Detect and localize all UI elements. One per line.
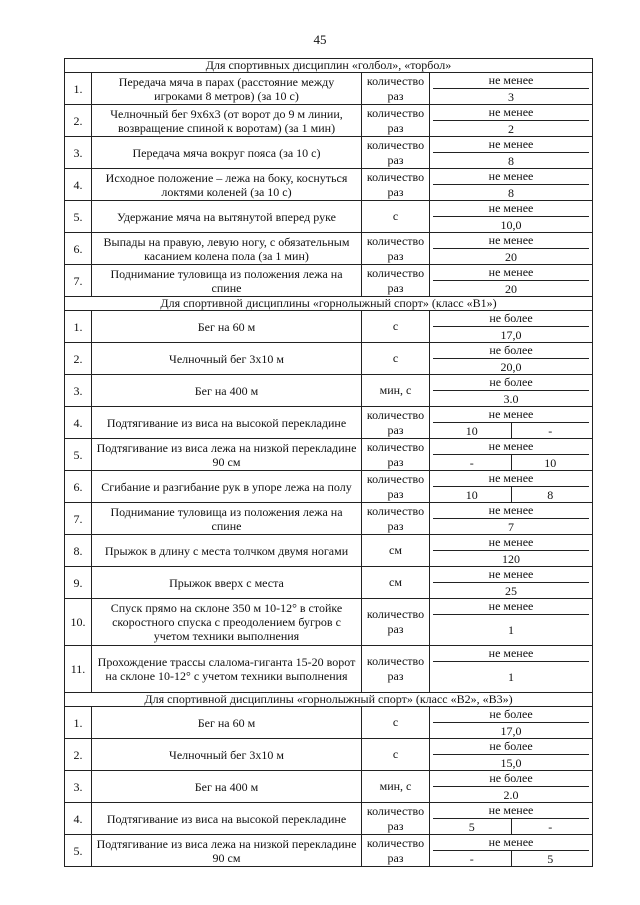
requirement-label: не менее — [433, 265, 589, 281]
table-row — [65, 73, 593, 105]
requirement-label: не менее — [433, 567, 589, 583]
exercise-name: Бег на 60 м — [92, 311, 362, 343]
table-row — [65, 646, 593, 693]
unit-text: раз — [387, 669, 404, 683]
unit-cell — [362, 105, 430, 137]
exercise-name: Прыжок вверх с места — [92, 567, 362, 599]
unit-cell — [362, 137, 430, 169]
unit-cell — [362, 343, 430, 375]
table-row — [65, 407, 593, 439]
requirement-label: не более — [433, 311, 589, 327]
table-row — [65, 707, 593, 739]
requirement-label: не менее — [433, 646, 589, 662]
table-row — [65, 803, 593, 835]
unit-cell — [362, 233, 430, 265]
section-title: Для спортивной дисциплины «горнолыжный спорт» (класс «В1») — [65, 297, 593, 311]
requirement-value: - — [548, 819, 553, 834]
requirement-label: не менее — [433, 201, 589, 217]
exercise-name: Прохождение трассы слалома-гиганта 15-20 ворот на склоне 10-12° с учетом техники выполнения — [92, 646, 362, 693]
requirement-label: не менее — [433, 137, 589, 153]
table-row — [65, 535, 593, 567]
unit-text: количество — [366, 607, 425, 621]
unit-text: количество — [366, 265, 425, 280]
requirement-label: не более — [433, 343, 589, 359]
requirement-cell — [430, 599, 593, 646]
unit-text: раз — [387, 184, 404, 199]
row-number: 5. — [65, 439, 92, 471]
exercise-name: Челночный бег 9х6х3 (от ворот до 9 м линии, возвращение спиной к воротам) (за 1 мин) — [92, 105, 362, 137]
requirement-label: не менее — [433, 407, 589, 423]
unit-text: раз — [387, 454, 404, 469]
row-number: 9. — [65, 567, 92, 599]
unit-text: раз — [387, 120, 404, 135]
unit-cell — [362, 646, 430, 693]
requirement-value: 15,0 — [500, 755, 522, 770]
section-header-row — [65, 59, 593, 73]
unit-text: мин, с — [379, 779, 412, 793]
requirement-cell — [430, 471, 593, 503]
table-row — [65, 201, 593, 233]
requirement-label: не более — [433, 739, 589, 755]
requirement-label: не менее — [433, 599, 589, 615]
unit-text: см — [389, 575, 402, 589]
requirement-value: 5 — [433, 819, 512, 834]
row-number: 1. — [65, 707, 92, 739]
requirement-cell — [430, 343, 593, 375]
requirement-cell — [430, 739, 593, 771]
requirement-label: не менее — [433, 803, 589, 819]
exercise-name: Передача мяча вокруг пояса (за 10 с) — [92, 137, 362, 169]
requirement-label: не более — [433, 707, 589, 723]
table-row — [65, 137, 593, 169]
row-number: 2. — [65, 739, 92, 771]
requirement-label: не более — [433, 375, 589, 391]
row-number: 5. — [65, 201, 92, 233]
row-number: 1. — [65, 73, 92, 105]
requirement-cell — [430, 73, 593, 105]
requirement-value: 3.0 — [503, 391, 519, 406]
requirement-value: 3 — [508, 89, 515, 104]
requirement-cell — [430, 503, 593, 535]
requirement-value: 20,0 — [500, 359, 522, 374]
unit-text: раз — [387, 622, 404, 636]
requirement-label: не менее — [433, 73, 589, 89]
requirement-label: не менее — [433, 439, 589, 455]
requirement-value: 25 — [505, 583, 518, 598]
unit-cell — [362, 471, 430, 503]
unit-cell — [362, 73, 430, 105]
requirement-value: 120 — [502, 551, 521, 566]
requirement-value: 8 — [547, 487, 554, 502]
requirement-value: 10,0 — [500, 217, 522, 232]
exercise-name: Спуск прямо на склоне 350 м 10-12° в стойке скоростного спуска с преодолением бугров с учетом техники выполнения — [92, 599, 362, 646]
requirement-label: не менее — [433, 471, 589, 487]
exercise-name: Подтягивание из виса лежа на низкой перекладине 90 см — [92, 835, 362, 867]
table-row — [65, 265, 593, 297]
requirement-cell — [430, 646, 593, 693]
unit-text: с — [392, 351, 399, 365]
row-number: 3. — [65, 375, 92, 407]
requirement-cell — [430, 535, 593, 567]
row-number: 11. — [65, 646, 92, 693]
row-number: 7. — [65, 503, 92, 535]
unit-cell — [362, 771, 430, 803]
exercise-name: Бег на 400 м — [92, 375, 362, 407]
unit-text: раз — [387, 850, 404, 865]
requirement-cell — [430, 201, 593, 233]
requirement-value: 20 — [505, 249, 518, 264]
unit-text: количество — [366, 835, 425, 850]
table-row — [65, 233, 593, 265]
unit-cell — [362, 407, 430, 439]
unit-text: раз — [387, 280, 404, 295]
requirement-label: не более — [433, 771, 589, 787]
row-number: 1. — [65, 311, 92, 343]
exercise-name: Выпады на правую, левую ногу, с обязательным касанием колена пола (за 1 мин) — [92, 233, 362, 265]
requirement-value: 10 — [433, 423, 512, 438]
exercise-name: Бег на 400 м — [92, 771, 362, 803]
exercise-name: Исходное положение – лежа на боку, коснуться локтями коленей (за 10 с) — [92, 169, 362, 201]
unit-cell — [362, 169, 430, 201]
section-header-row — [65, 693, 593, 707]
requirement-value: - — [433, 851, 512, 866]
row-number: 10. — [65, 599, 92, 646]
requirement-value: - — [548, 423, 553, 438]
requirement-value: - — [433, 455, 512, 470]
requirement-label: не менее — [433, 535, 589, 551]
requirement-value: 10 — [433, 487, 512, 502]
requirement-value: 2 — [508, 121, 515, 136]
unit-text: раз — [387, 248, 404, 263]
table-row — [65, 311, 593, 343]
unit-cell — [362, 739, 430, 771]
unit-cell — [362, 599, 430, 646]
unit-text: раз — [387, 152, 404, 167]
row-number: 6. — [65, 233, 92, 265]
unit-cell — [362, 311, 430, 343]
unit-text: количество — [366, 439, 425, 454]
row-number: 5. — [65, 835, 92, 867]
table-row — [65, 567, 593, 599]
table-row — [65, 835, 593, 867]
unit-text: с — [392, 209, 399, 223]
table-row — [65, 503, 593, 535]
requirement-cell — [430, 233, 593, 265]
row-number: 3. — [65, 137, 92, 169]
unit-cell — [362, 803, 430, 835]
requirement-value: 17,0 — [500, 327, 522, 342]
requirement-label: не менее — [433, 105, 589, 121]
unit-cell — [362, 503, 430, 535]
unit-text: с — [392, 319, 399, 333]
requirement-cell — [430, 771, 593, 803]
unit-text: с — [392, 747, 399, 761]
unit-text: количество — [366, 803, 425, 818]
unit-text: количество — [366, 503, 425, 518]
unit-text: количество — [366, 169, 425, 184]
requirement-value: 17,0 — [500, 723, 522, 738]
requirement-cell — [430, 567, 593, 599]
requirement-value: 5 — [547, 851, 554, 866]
requirement-cell — [430, 407, 593, 439]
requirement-value: 10 — [544, 455, 557, 470]
exercise-name: Сгибание и разгибание рук в упоре лежа на полу — [92, 471, 362, 503]
norms-table — [64, 58, 593, 867]
unit-cell — [362, 835, 430, 867]
requirement-value: 1 — [508, 623, 515, 637]
unit-text: раз — [387, 88, 404, 103]
requirement-label: не менее — [433, 233, 589, 249]
requirement-cell — [430, 375, 593, 407]
requirement-cell — [430, 835, 593, 867]
unit-cell — [362, 535, 430, 567]
unit-text: см — [389, 543, 402, 557]
row-number: 4. — [65, 803, 92, 835]
row-number: 2. — [65, 105, 92, 137]
table-row — [65, 439, 593, 471]
row-number: 6. — [65, 471, 92, 503]
unit-cell — [362, 439, 430, 471]
requirement-label: не менее — [433, 503, 589, 519]
requirement-value: 8 — [508, 185, 515, 200]
unit-text: раз — [387, 422, 404, 437]
unit-text: количество — [366, 471, 425, 486]
exercise-name: Прыжок в длину с места толчком двумя ногами — [92, 535, 362, 567]
unit-text: количество — [366, 654, 425, 668]
table-row — [65, 375, 593, 407]
page-number: 45 — [313, 32, 327, 47]
requirement-value: 1 — [508, 670, 515, 684]
requirement-value: 7 — [508, 519, 515, 534]
exercise-name: Челночный бег 3х10 м — [92, 739, 362, 771]
requirement-value: 20 — [505, 281, 518, 296]
unit-text: количество — [366, 73, 425, 88]
unit-text: раз — [387, 518, 404, 533]
section-title: Для спортивной дисциплины «горнолыжный спорт» (класс «В2», «В3») — [65, 693, 593, 707]
requirement-cell — [430, 707, 593, 739]
requirement-cell — [430, 311, 593, 343]
row-number: 7. — [65, 265, 92, 297]
requirement-label: не менее — [433, 169, 589, 185]
row-number: 4. — [65, 169, 92, 201]
requirement-cell — [430, 169, 593, 201]
unit-cell — [362, 567, 430, 599]
unit-cell — [362, 265, 430, 297]
unit-text: мин, с — [379, 383, 412, 397]
requirement-cell — [430, 105, 593, 137]
requirement-cell — [430, 137, 593, 169]
unit-text: количество — [366, 105, 425, 120]
row-number: 3. — [65, 771, 92, 803]
table-row — [65, 105, 593, 137]
unit-text: количество — [366, 137, 425, 152]
exercise-name: Поднимание туловища из положения лежа на спине — [92, 265, 362, 297]
requirement-label: не менее — [433, 835, 589, 851]
section-title: Для спортивных дисциплин «голбол», «торбол» — [65, 59, 593, 73]
exercise-name: Подтягивание из виса лежа на низкой перекладине 90 см — [92, 439, 362, 471]
table-row — [65, 599, 593, 646]
requirement-cell — [430, 803, 593, 835]
unit-cell — [362, 201, 430, 233]
unit-text: раз — [387, 818, 404, 833]
unit-text: количество — [366, 407, 425, 422]
section-header-row — [65, 297, 593, 311]
unit-text: раз — [387, 486, 404, 501]
exercise-name: Подтягивание из виса на высокой перекладине — [92, 407, 362, 439]
table-row — [65, 343, 593, 375]
table-row — [65, 471, 593, 503]
table-row — [65, 169, 593, 201]
exercise-name: Челночный бег 3х10 м — [92, 343, 362, 375]
unit-cell — [362, 707, 430, 739]
row-number: 2. — [65, 343, 92, 375]
exercise-name: Передача мяча в парах (расстояние между игроками 8 метров) (за 10 с) — [92, 73, 362, 105]
exercise-name: Подтягивание из виса на высокой перекладине — [92, 803, 362, 835]
exercise-name: Поднимание туловища из положения лежа на спине — [92, 503, 362, 535]
unit-text: с — [392, 715, 399, 729]
requirement-value: 8 — [508, 153, 515, 168]
table-row — [65, 739, 593, 771]
requirement-value: 2.0 — [503, 787, 519, 802]
unit-text: количество — [366, 233, 425, 248]
table-row — [65, 771, 593, 803]
row-number: 4. — [65, 407, 92, 439]
exercise-name: Бег на 60 м — [92, 707, 362, 739]
requirement-cell — [430, 439, 593, 471]
row-number: 8. — [65, 535, 92, 567]
requirement-cell — [430, 265, 593, 297]
exercise-name: Удержание мяча на вытянутой вперед руке — [92, 201, 362, 233]
unit-cell — [362, 375, 430, 407]
